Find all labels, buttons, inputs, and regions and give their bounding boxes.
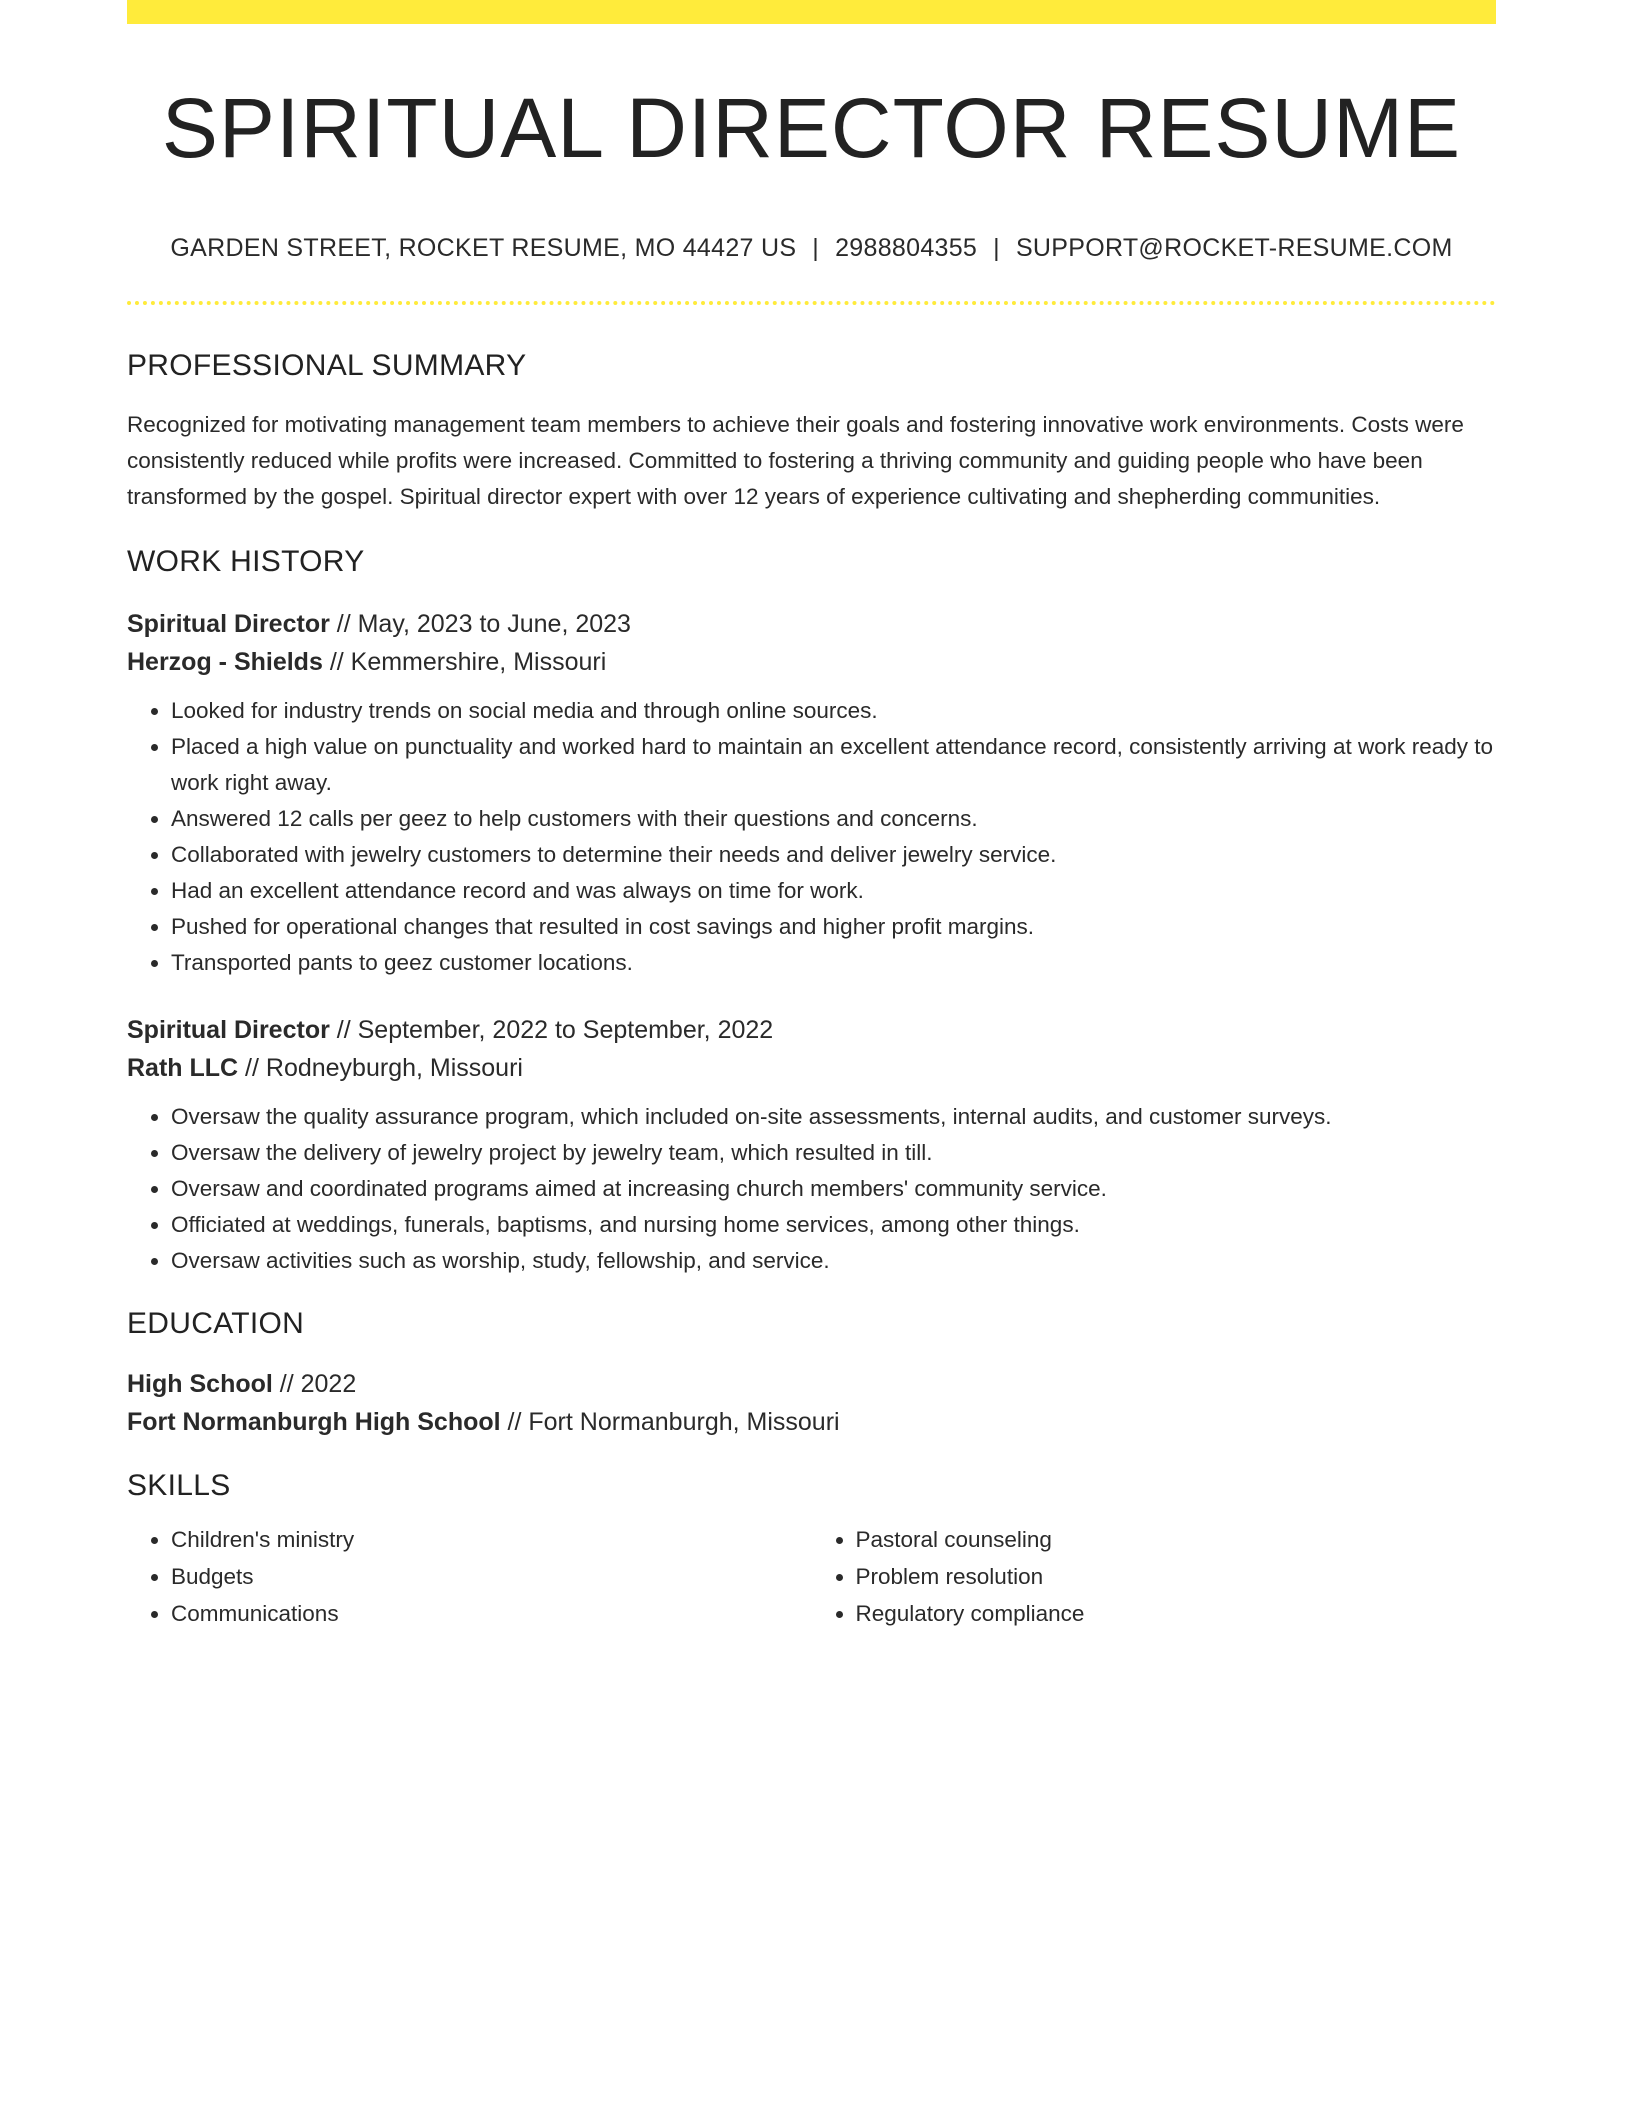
job-bullets [127, 1099, 1496, 1279]
job-role-line [127, 1011, 1496, 1049]
list-item: • Pushed for operational changes that resulted in cost savings and higher profit margins. [171, 909, 1496, 945]
header-divider [127, 301, 1496, 305]
job-entry [127, 605, 1496, 981]
contact-address: GARDEN STREET, ROCKET RESUME, MO 44427 US [170, 234, 797, 262]
list-item: • Children's ministry [171, 1521, 812, 1558]
job-company: Herzog - Shields [127, 648, 323, 676]
job-dates: // May, 2023 to June, 2023 [329, 610, 631, 638]
skills-list [127, 1521, 1496, 1632]
resume-title: SPIRITUAL DIRECTOR RESUME [161, 81, 1462, 175]
list-item: • Looked for industry trends on social media and through online sources. [171, 693, 1496, 729]
job-company: Rath LLC [127, 1054, 239, 1082]
education-degree-line [127, 1365, 1496, 1403]
summary-text: Recognized for motivating management team members to achieve their goals and fostering innovative work environments. Costs were consistently reduced while profits were increased. Committed to fostering a thriving community and guiding people who have been transformed by the gospel. Spiritual director expert with over 12 years of experience cultivating and shepherding communities. [127, 412, 1464, 509]
education-heading: EDUCATION [127, 1307, 305, 1340]
job-bullets [127, 693, 1496, 981]
top-accent-bar [127, 0, 1496, 24]
job-location: // Kemmershire, Missouri [322, 648, 607, 676]
education-location: // Fort Normanburgh, Missouri [500, 1408, 840, 1436]
work-history-heading: WORK HISTORY [127, 545, 365, 578]
list-item: • Oversaw and coordinated programs aimed at increasing church members' community service. [171, 1171, 1496, 1207]
job-company-line [127, 1049, 1496, 1087]
list-item: • Placed a high value on punctuality and worked hard to maintain an excellent attendance record, consistently arriving at work ready to work right away. [171, 729, 1496, 801]
skills-column-left [127, 1521, 812, 1632]
education-school-line [127, 1403, 1496, 1441]
skills-column-right [812, 1521, 1497, 1632]
job-company-line [127, 643, 1496, 681]
education-year: // 2022 [272, 1370, 357, 1398]
list-item: • Transported pants to geez customer locations. [171, 945, 1496, 981]
job-role: Spiritual Director [127, 1016, 330, 1044]
list-item: • Officiated at weddings, funerals, baptisms, and nursing home services, among other things. [171, 1207, 1496, 1243]
contact-email: SUPPORT@ROCKET-RESUME.COM [1015, 234, 1453, 262]
list-item: • Oversaw the delivery of jewelry project by jewelry team, which resulted in till. [171, 1135, 1496, 1171]
contact-separator: | [812, 234, 820, 262]
contact-separator: | [993, 234, 1000, 262]
education-school: Fort Normanburgh High School [127, 1408, 501, 1436]
list-item: • Had an excellent attendance record and was always on time for work. [171, 873, 1496, 909]
list-item: • Oversaw activities such as worship, study, fellowship, and service. [171, 1243, 1496, 1279]
list-item: • Problem resolution [856, 1558, 1497, 1595]
list-item: • Budgets [171, 1558, 812, 1595]
list-item: • Answered 12 calls per geez to help customers with their questions and concerns. [171, 801, 1496, 837]
education-entry [127, 1365, 1496, 1441]
resume-page [127, 0, 1496, 1632]
contact-line [127, 234, 1496, 263]
list-item: • Regulatory compliance [856, 1595, 1497, 1632]
summary-heading: PROFESSIONAL SUMMARY [127, 349, 527, 382]
job-role-line [127, 605, 1496, 643]
list-item: • Collaborated with jewelry customers to determine their needs and deliver jewelry service. [171, 837, 1496, 873]
list-item: • Pastoral counseling [856, 1521, 1497, 1558]
education-degree: High School [127, 1370, 273, 1398]
job-location: // Rodneyburgh, Missouri [238, 1054, 523, 1082]
job-dates: // September, 2022 to September, 2022 [329, 1016, 774, 1044]
job-role: Spiritual Director [127, 610, 330, 638]
list-item: • Communications [171, 1595, 812, 1632]
skills-heading: SKILLS [127, 1469, 231, 1502]
contact-phone: 2988804355 [835, 234, 978, 262]
job-entry [127, 1011, 1496, 1279]
list-item: • Oversaw the quality assurance program, which included on-site assessments, internal audits, and customer surveys. [171, 1099, 1496, 1135]
